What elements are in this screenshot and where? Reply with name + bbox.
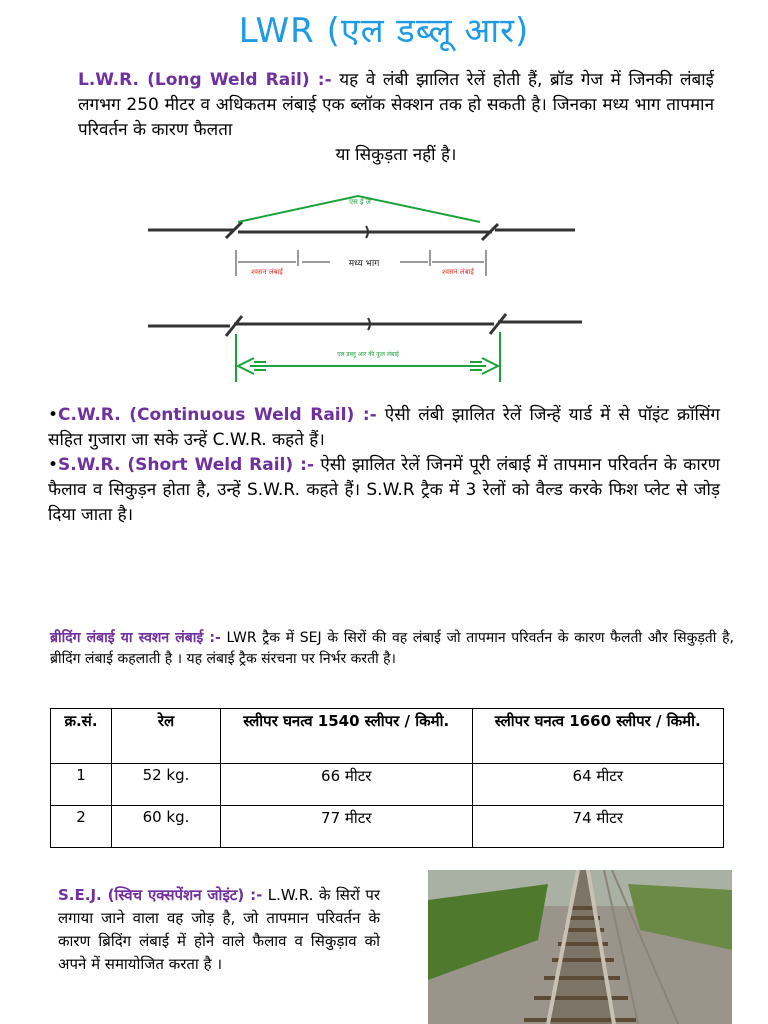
- bottom-rail: [148, 314, 582, 336]
- cwr-term: C.W.R. (Continuous Weld Rail) :-: [58, 405, 377, 425]
- lwr-definition: [78, 68, 714, 168]
- breathing-left-label: श्वसन लंबाई: [251, 268, 283, 276]
- cell: 64 मीटर: [472, 764, 724, 806]
- breathing-length-table: [50, 708, 724, 848]
- sej-term: S.E.J. (स्विच एक्सपेंशन जोइंट) :-: [58, 886, 263, 904]
- lwr-diagram: [130, 186, 590, 386]
- breathing-right-label: श्वसन लंबाई: [442, 268, 474, 276]
- middle-label: मध्य भाग: [348, 259, 380, 269]
- cell: 66 मीटर: [221, 764, 473, 806]
- table-row: [51, 806, 724, 848]
- lwr-term: L.W.R. (Long Weld Rail) :-: [78, 70, 332, 90]
- cell: 74 मीटर: [472, 806, 724, 848]
- sej-definition: [58, 884, 380, 976]
- cell: 60 kg.: [112, 806, 221, 848]
- cwr-text: ऐसी लंबी झालित रेलें जिन्हें यार्ड में से पॉइंट क्रॉसिंग सहित गुजारा जा सके उन्हें C.W.R. कहते हैं।: [48, 405, 720, 450]
- railway-track-photo: [428, 870, 732, 1024]
- weld-rail-types: [48, 403, 720, 528]
- breathing-text: LWR ट्रैक में SEJ के सिरों की वह लंबाई जो तापमान परिवर्तन के कारण फैलती और सिकुड़ती है, ब्रीदिंग लंबाई कहलाती है । यह लंबाई ट्रैक संरचना पर निर्भर करती है।: [50, 630, 734, 667]
- total-length-label: एल डब्लू आर की कुल लंबाई: [337, 351, 399, 358]
- lwr-text: यह वे लंबी झालित रेलें होती हैं, ब्रॉड गेज में जिनकी लंबाई लगभग 250 मीटर व अधिकतम लंबाई एक ब्लॉक सेक्शन तक हो सकती है। जिनका मध्य भाग तापमान परिवर्तन के कारण फैलता: [78, 70, 715, 140]
- breathing-length-definition: [50, 628, 734, 670]
- cell: 2: [51, 806, 112, 848]
- swr-bullet: •: [48, 455, 59, 475]
- swr-term: S.W.R. (Short Weld Rail) :-: [58, 455, 314, 475]
- table-row: [51, 764, 724, 806]
- breathing-term: ब्रीदिंग लंबाई या स्वशन लंबाई :-: [50, 630, 221, 646]
- header-serial: क्र.सं.: [51, 709, 112, 764]
- sej-text: L.W.R. के सिरों पर लगाया जाने वाला वह जोड़ है, जो तापमान परिवर्तन के कारण ब्रिदिंग लंबाई में होने वाले फैलाव व सिकुड़ाव को अपने में समायोजित करता है ।: [58, 886, 380, 973]
- cell: 1: [51, 764, 112, 806]
- table-header-row: [51, 709, 724, 764]
- page-title: LWR (एल डब्लू आर): [238, 11, 530, 51]
- swr-text: ऐसी झालित रेलें जिनमें पूरी लंबाई में तापमान परिवर्तन के कारण फैलाव व सिकुड़न होता है, उन्हें S.W.R. कहते हैं। S.W.R ट्रैक में 3 रेलों को वैल्ड करके फिश प्लेट से जोड़ दिया जाता है।: [48, 455, 720, 525]
- cell: 77 मीटर: [221, 806, 473, 848]
- cwr-bullet: •: [48, 405, 59, 425]
- header-density-1540: स्लीपर घनत्व 1540 स्लीपर / किमी.: [221, 709, 473, 764]
- header-density-1660: स्लीपर घनत्व 1660 स्लीपर / किमी.: [472, 709, 724, 764]
- sej-label: एस ई जे: [349, 198, 371, 206]
- cwr-definition: [48, 403, 720, 453]
- header-rail: रेल: [112, 709, 221, 764]
- swr-definition: [48, 453, 720, 528]
- lwr-text-last: या सिकुड़ता नहीं है।: [335, 145, 457, 165]
- cell: 52 kg.: [112, 764, 221, 806]
- top-rail: [148, 222, 575, 240]
